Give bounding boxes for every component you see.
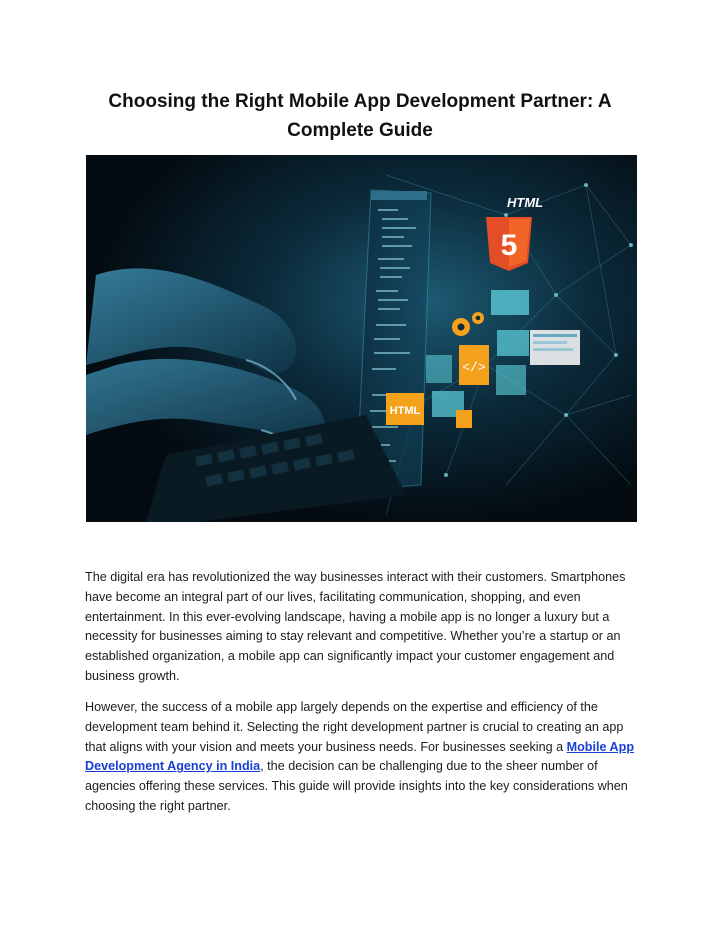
page-title: Choosing the Right Mobile App Development Partner: A bbox=[108, 91, 612, 112]
body-paragraph-text-start: However, the success of a mobile app largely depends on the expertise and efficiency of the development team behind it. Selecting the right development partner is crucial to creating an app that aligns with your vision and meets your business needs. For businesses seeking a bbox=[85, 700, 624, 754]
svg-text:HTML: HTML bbox=[389, 405, 421, 417]
hero-image bbox=[86, 155, 637, 522]
intro-paragraph: The digital era has revolutionized the way businesses interact with their customers. Smartphones have become an integral part of our lives, facilitating communication, shopping, and even entertainment. In this ever-evolving landscape, having a mobile app is no longer a luxury but a necessity for businesses aiming to stay relevant and competitive. Whether you’re a startup or an established organization, a mobile app can significantly impact your customer engagement and business growth. bbox=[85, 570, 626, 683]
body-paragraph bbox=[85, 698, 645, 817]
page-title-line2: Complete Guide bbox=[287, 120, 433, 141]
svg-text:5: 5 bbox=[500, 229, 518, 262]
svg-text:HTML: HTML bbox=[507, 195, 544, 210]
agency-link[interactable]: Mobile App Development Agency in India bbox=[85, 739, 635, 774]
svg-text:</>: </> bbox=[462, 360, 486, 375]
body-paragraph-text-end: , the decision can be challenging due to the sheer number of agencies offering these services. This guide will provide insights into the key considerations when choosing the right partner. bbox=[85, 759, 628, 813]
hero-illustration bbox=[86, 155, 637, 522]
